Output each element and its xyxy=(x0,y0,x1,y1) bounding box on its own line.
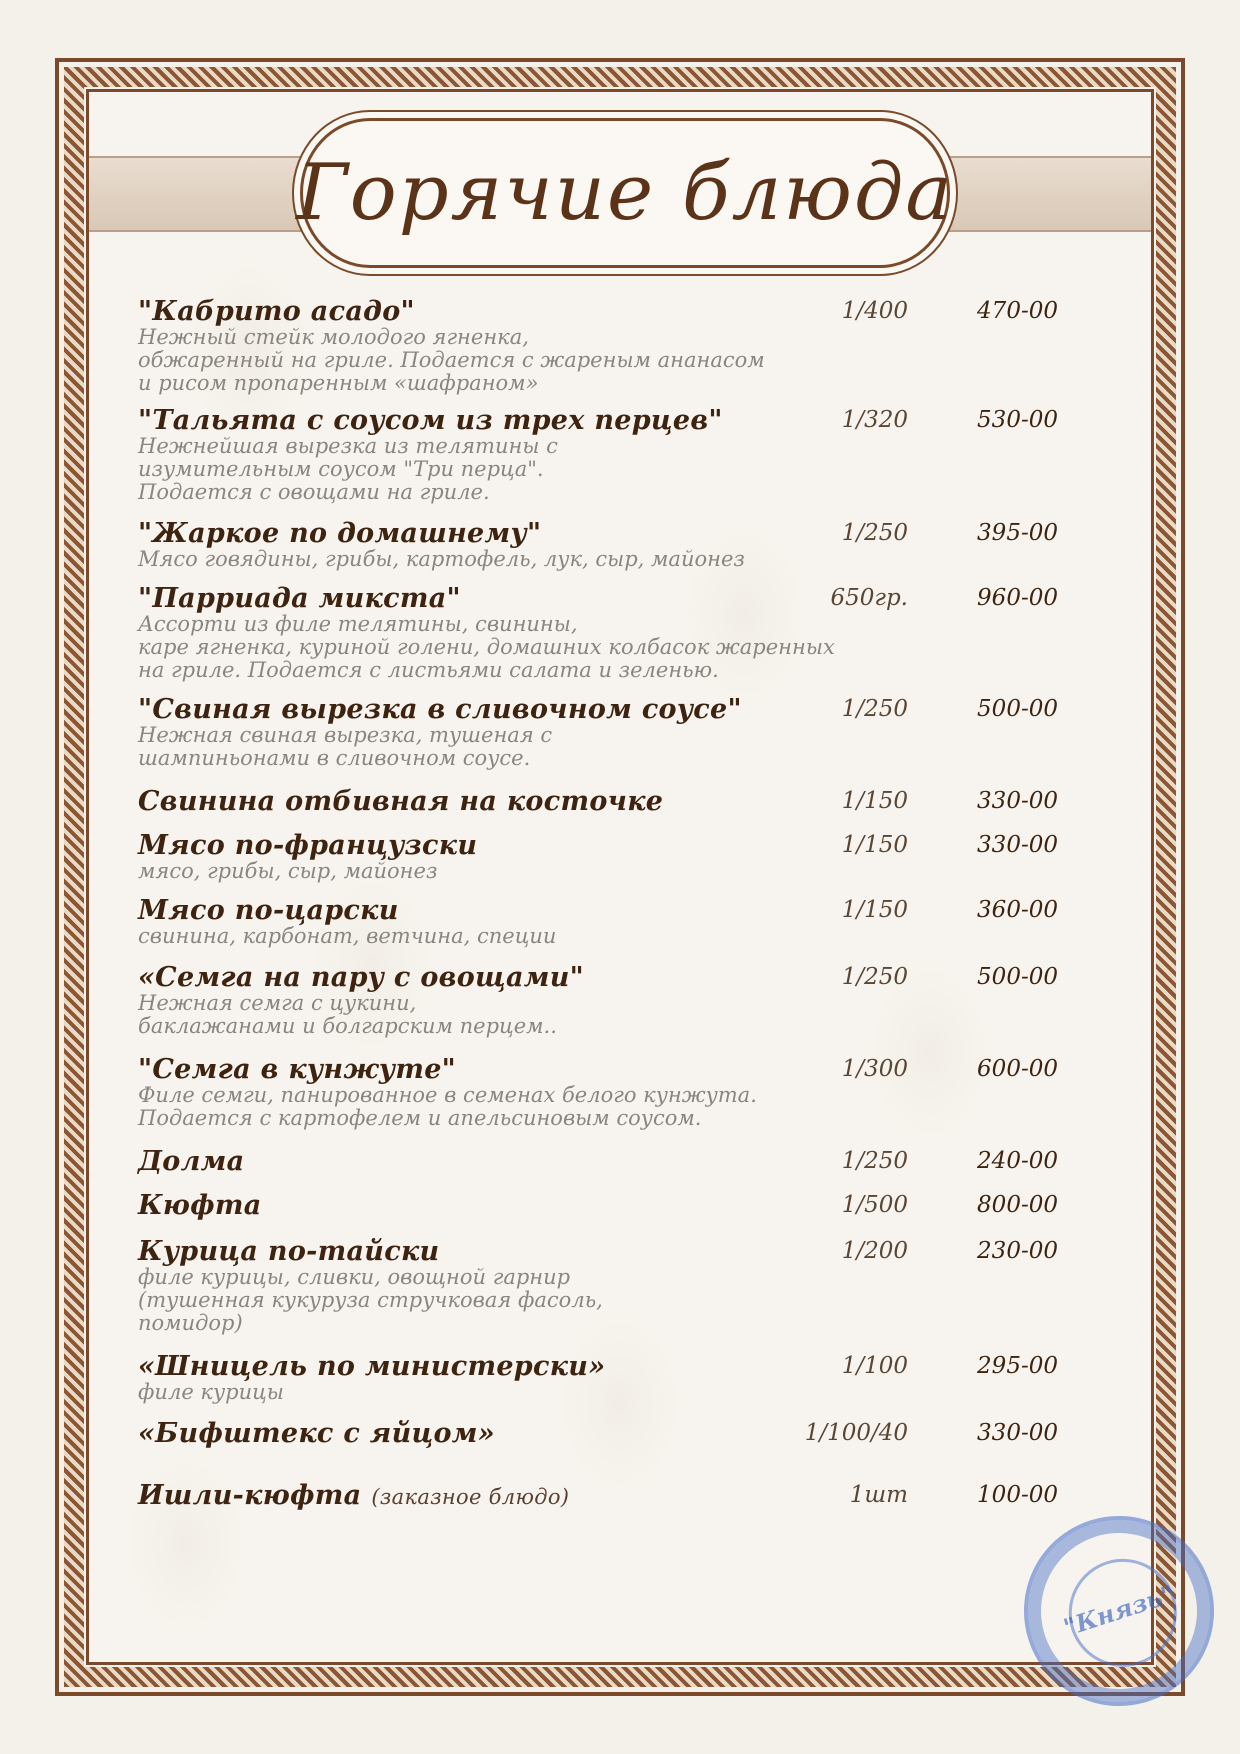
dish-description xyxy=(138,724,1088,770)
menu-item-row xyxy=(138,518,1088,554)
dish-description-line: свинина, карбонат, ветчина, специи xyxy=(138,924,557,948)
dish-note: (заказное блюдо) xyxy=(371,1485,570,1509)
dish-weight: 1/100 xyxy=(841,1353,908,1379)
dish-description xyxy=(138,992,1088,1038)
dish-weight: 1/200 xyxy=(841,1238,908,1264)
dish-description xyxy=(138,613,1088,682)
menu-item xyxy=(138,1146,1088,1182)
dish-name: "Семга в кунжуте" xyxy=(138,1054,457,1085)
dish-price: 470-00 xyxy=(977,298,1058,324)
menu-item xyxy=(138,1418,1088,1454)
dish-description-line: помидор) xyxy=(138,1311,243,1335)
dish-price: 330-00 xyxy=(977,832,1058,858)
dish-description-line: Нежный стейк молодого ягненка, xyxy=(138,325,529,349)
dish-description-line: обжаренный на гриле. Подается с жареным ананасом xyxy=(138,348,765,372)
dish-weight: 1/400 xyxy=(841,298,908,324)
dish-description-line: шампиньонами в сливочном соусе. xyxy=(138,746,531,770)
menu-item-row xyxy=(138,296,1088,332)
dish-description-line: на гриле. Подается с листьями салата и зеленью. xyxy=(138,658,719,682)
menu-item-row xyxy=(138,962,1088,998)
dish-name: Долма xyxy=(138,1146,245,1177)
dish-name: "Парриада микста" xyxy=(138,583,461,614)
dish-price: 230-00 xyxy=(977,1238,1058,1264)
dish-name: «Бифштекс с яйцом» xyxy=(138,1418,495,1449)
dish-weight: 1/250 xyxy=(841,696,908,722)
dish-description-line: мясо, грибы, сыр, майонез xyxy=(138,859,438,883)
dish-price: 960-00 xyxy=(977,585,1058,611)
dish-price: 330-00 xyxy=(977,788,1058,814)
menu-item-row xyxy=(138,1351,1088,1387)
dish-description xyxy=(138,435,1088,504)
menu-item xyxy=(138,694,1088,770)
menu-item xyxy=(138,895,1088,948)
menu-item xyxy=(138,296,1088,395)
dish-weight: 1/320 xyxy=(841,407,908,433)
menu-item xyxy=(138,786,1088,822)
dish-weight: 1шт xyxy=(849,1482,908,1508)
menu-item-row xyxy=(138,1190,1088,1226)
dish-price: 600-00 xyxy=(977,1056,1058,1082)
page-title: Горячие блюда xyxy=(296,148,954,238)
menu-item-row xyxy=(138,830,1088,866)
dish-price: 500-00 xyxy=(977,696,1058,722)
dish-description-line: и рисом пропаренным «шафраном» xyxy=(138,371,539,395)
dish-weight: 1/500 xyxy=(841,1192,908,1218)
menu-item-row xyxy=(138,786,1088,822)
dish-description-line: филе курицы xyxy=(138,1380,284,1404)
dish-name: Кюфта xyxy=(138,1190,262,1221)
dish-description-line: каре ягненка, куриной голени, домашних колбасок жаренных xyxy=(138,635,835,659)
dish-description xyxy=(138,326,1088,395)
stamp-label: "Князь" xyxy=(1059,1579,1178,1643)
dish-name: Свинина отбивная на косточке xyxy=(138,786,664,817)
dish-weight: 1/150 xyxy=(841,788,908,814)
dish-price: 395-00 xyxy=(977,520,1058,546)
dish-price: 360-00 xyxy=(977,897,1058,923)
dish-description-line: филе курицы, сливки, овощной гарнир xyxy=(138,1265,571,1289)
dish-description-line: Нежнейшая вырезка из телятины с xyxy=(138,434,558,458)
dish-weight: 1/150 xyxy=(841,897,908,923)
dish-description-line: Подается с картофелем и апельсиновым соусом. xyxy=(138,1106,702,1130)
menu-item xyxy=(138,518,1088,571)
dish-name-with-note xyxy=(138,1480,569,1511)
dish-weight: 1/250 xyxy=(841,520,908,546)
menu-item xyxy=(138,583,1088,682)
dish-description xyxy=(138,1084,1088,1130)
dish-description xyxy=(138,1266,1088,1335)
dish-name: «Семга на пару с овощами" xyxy=(138,962,584,993)
dish-description-line: Филе семги, панированное в семенах белого кунжута. xyxy=(138,1083,757,1107)
menu-item-row xyxy=(138,1054,1088,1090)
menu-item xyxy=(138,1190,1088,1226)
menu-item xyxy=(138,1236,1088,1335)
dish-price: 330-00 xyxy=(977,1420,1058,1446)
menu-item xyxy=(138,1480,1088,1516)
dish-description-line: (тушенная кукуруза стручковая фасоль, xyxy=(138,1288,603,1312)
dish-price: 240-00 xyxy=(977,1148,1058,1174)
menu-item-row xyxy=(138,405,1088,441)
dish-price: 500-00 xyxy=(977,964,1058,990)
menu-item xyxy=(138,830,1088,883)
dish-name: «Шницель по министерски» xyxy=(138,1351,606,1382)
dish-price: 295-00 xyxy=(977,1353,1058,1379)
dish-weight: 1/250 xyxy=(841,964,908,990)
dish-name: "Свиная вырезка в сливочном соусе" xyxy=(138,694,742,725)
dish-name: Ишли-кюфта xyxy=(138,1480,362,1511)
menu-item xyxy=(138,962,1088,1038)
menu-item-row xyxy=(138,583,1088,619)
dish-description-line: баклажанами и болгарским перцем.. xyxy=(138,1014,557,1038)
dish-description-line: Ассорти из филе телятины, свинины, xyxy=(138,612,578,636)
dish-price: 530-00 xyxy=(977,407,1058,433)
dish-name: "Жаркое по домашнему" xyxy=(138,518,542,549)
dish-weight: 1/100/40 xyxy=(804,1420,908,1446)
dish-price: 100-00 xyxy=(977,1482,1058,1508)
menu-item xyxy=(138,405,1088,504)
dish-name: Мясо по-французски xyxy=(138,830,478,861)
dish-description-line: Мясо говядины, грибы, картофель, лук, сыр, майонез xyxy=(138,547,745,571)
dish-weight: 650гр. xyxy=(830,585,908,611)
menu-item-row xyxy=(138,895,1088,931)
dish-weight: 1/150 xyxy=(841,832,908,858)
dish-description-line: изумительным соусом "Три перца". xyxy=(138,457,544,481)
menu-list xyxy=(138,296,1088,1528)
dish-name: Курица по-тайски xyxy=(138,1236,440,1267)
dish-weight: 1/300 xyxy=(841,1056,908,1082)
menu-item-row xyxy=(138,694,1088,730)
menu-item xyxy=(138,1054,1088,1130)
menu-item-row xyxy=(138,1236,1088,1272)
dish-description-line: Подается с овощами на гриле. xyxy=(138,480,490,504)
dish-name: "Тальята с соусом из трех перцев" xyxy=(138,405,723,436)
dish-price: 800-00 xyxy=(977,1192,1058,1218)
dish-name: Мясо по-царски xyxy=(138,895,399,926)
dish-description-line: Нежная семга с цукини, xyxy=(138,991,417,1015)
menu-item xyxy=(138,1351,1088,1404)
menu-item-row xyxy=(138,1418,1088,1454)
menu-item-row xyxy=(138,1480,1088,1516)
menu-item-row xyxy=(138,1146,1088,1182)
dish-weight: 1/250 xyxy=(841,1148,908,1174)
dish-description-line: Нежная свиная вырезка, тушеная с xyxy=(138,723,553,747)
dish-name: "Кабрито асадо" xyxy=(138,296,415,327)
